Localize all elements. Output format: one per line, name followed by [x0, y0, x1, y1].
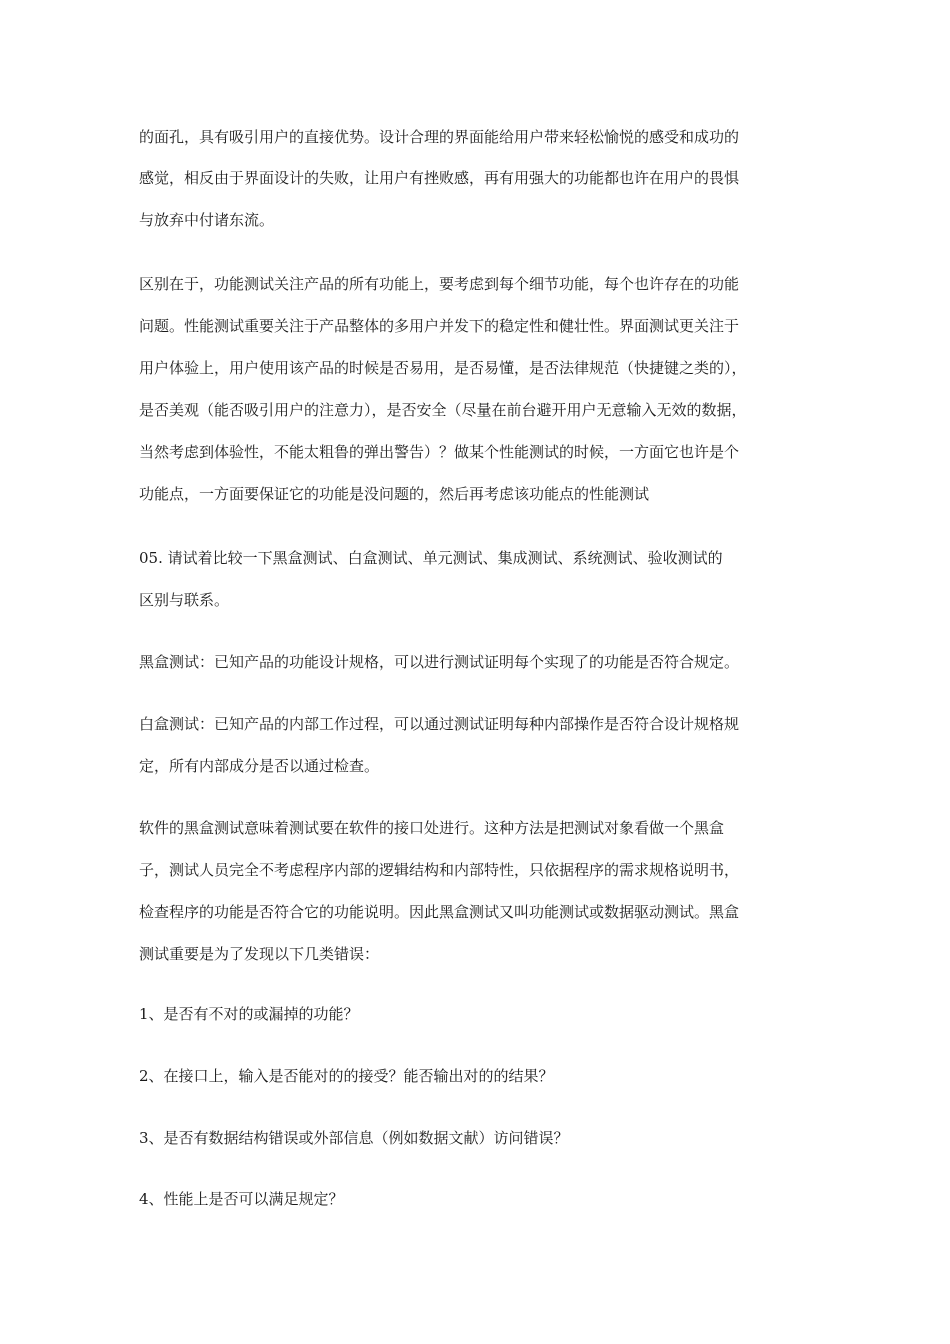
- paragraph-line: 与放弃中付诸东流。: [139, 211, 275, 229]
- paragraph-line: 是否美观（能否吸引用户的注意力），是否安全（尽量在前台避开用户无意输入无效的数据，: [139, 401, 747, 419]
- paragraph-line: 定，所有内部成分是否以通过检查。: [139, 757, 380, 775]
- paragraph-line: 白盒测试：已知产品的内部工作过程，可以通过测试证明每种内部操作是否符合设计规格规: [139, 715, 740, 733]
- paragraph-line: 测试重要是为了发现以下几类错误：: [139, 945, 380, 963]
- paragraph-line: 当然考虑到体验性，不能太粗鲁的弹出警告）？做某个性能测试的时候，一方面它也许是个: [139, 443, 740, 461]
- paragraph-line: 功能点，一方面要保证它的功能是没问题的，然后再考虑该功能点的性能测试: [139, 485, 650, 503]
- paragraph-line: 区别在于，功能测试关注产品的所有功能上，要考虑到每个细节功能，每个也许存在的功能: [139, 275, 740, 293]
- paragraph-line: 的面孔，具有吸引用户的直接优势。设计合理的界面能给用户带来轻松愉悦的感受和成功的: [139, 128, 740, 146]
- paragraph-line: 软件的黑盒测试意味着测试要在软件的接口处进行。这种方法是把测试对象看做一个黑盒: [139, 819, 725, 837]
- list-item: 3、是否有数据结构错误或外部信息（例如数据文献）访问错误？: [139, 1129, 569, 1147]
- paragraph-line: 黑盒测试：已知产品的功能设计规格，可以进行测试证明每个实现了的功能是否符合规定。: [139, 653, 740, 671]
- list-item: 2、在接口上，输入是否能对的的接受？能否输出对的的结果？: [139, 1067, 554, 1085]
- paragraph-line: 子，测试人员完全不考虑程序内部的逻辑结构和内部特性，只依据程序的需求规格说明书，: [139, 861, 740, 879]
- paragraph-line: 05. 请试着比较一下黑盒测试、白盒测试、单元测试、集成测试、系统测试、验收测试的: [139, 549, 723, 567]
- paragraph-line: 问题。性能测试重要关注于产品整体的多用户并发下的稳定性和健壮性。界面测试更关注于: [139, 317, 740, 335]
- paragraph-line: 检查程序的功能是否符合它的功能说明。因此黑盒测试又叫功能测试或数据驱动测试。黑盒: [139, 903, 740, 921]
- list-item: 1、是否有不对的或漏掉的功能？: [139, 1005, 359, 1023]
- list-item: 4、性能上是否可以满足规定？: [139, 1190, 344, 1208]
- paragraph-line: 感觉，相反由于界面设计的失败，让用户有挫败感，再有用强大的功能都也许在用户的畏惧: [139, 169, 740, 187]
- paragraph-line: 区别与联系。: [139, 591, 230, 609]
- paragraph-line: 用户体验上，用户使用该产品的时候是否易用，是否易懂，是否法律规范（快捷键之类的），: [139, 359, 747, 377]
